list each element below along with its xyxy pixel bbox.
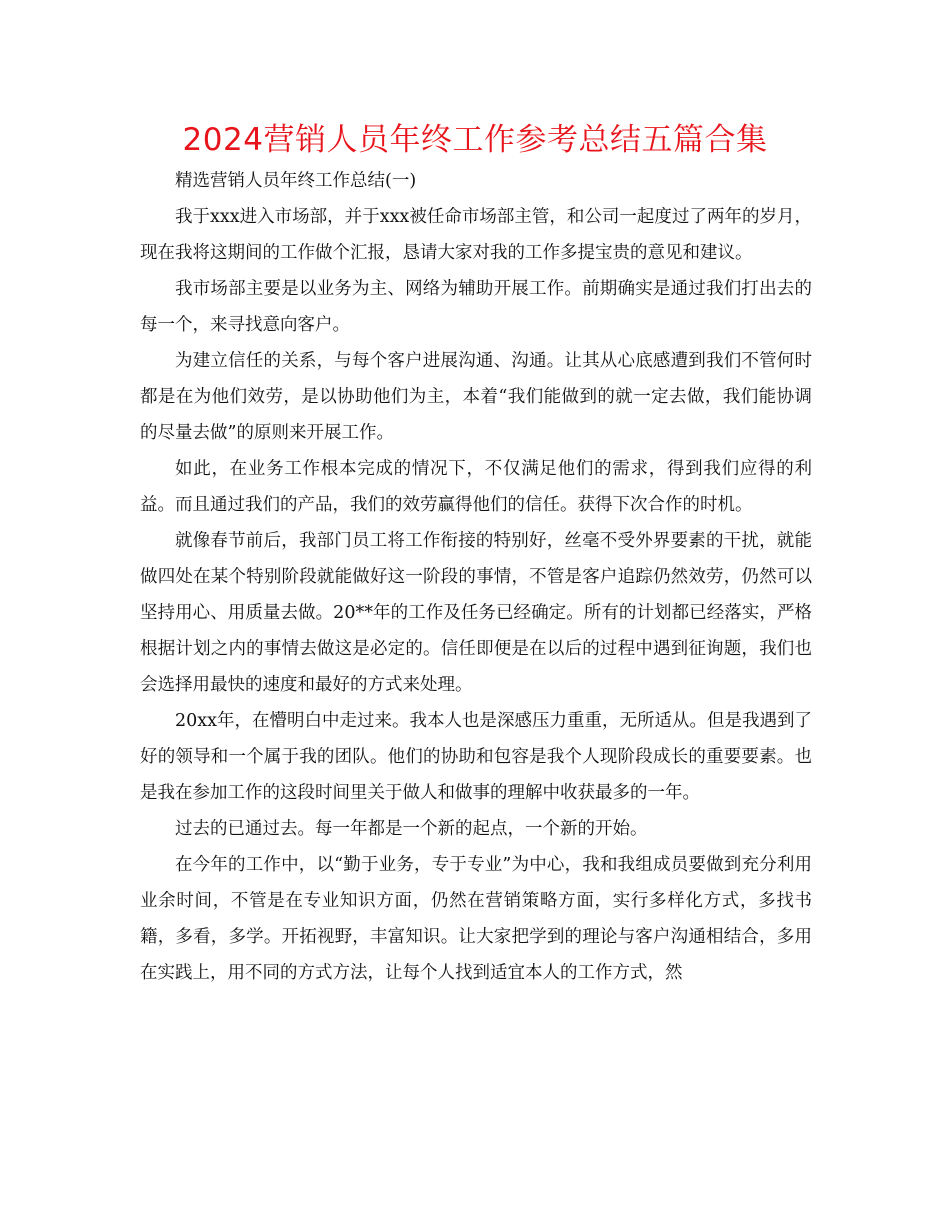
section-heading: 精选营销人员年终工作总结(一) (175, 171, 417, 191)
paragraph: 过去的已通过去。每一年都是一个新的起点，一个新的开始。 (175, 819, 648, 839)
paragraph: 在今年的工作中，以“勤于业务，专于专业”为中心，我和我组成员要做到充分利用业余时间，不管是在专业知识方面，仍然在营销策略方面，实行多样化方式，多找书籍，多看，多学。开拓视野，丰富知识。让大家把学到的理论与客户沟通相结合，多用在实践上，用不同的方式方法，让每个人找到适宜本人的工作方式，然 (140, 855, 812, 983)
paragraph: 就像春节前后，我部门员工将工作衔接的特别好，丝毫不受外界要素的干扰，就能做四处在某个特别阶段就能做好这一阶段的事情，不管是客户追踪仍然效劳，仍然可以坚持用心、用质量去做。20**年的工作及任务已经确定。所有的计划都已经落实，严格根据计划之内的事情去做这是必定的。信任即便是在以后的过程中遇到征询题，我们也会选择用最快的速度和最好的方式来处理。 (140, 531, 812, 695)
paragraph: 我市场部主要是以业务为主、网络为辅助开展工作。前期确实是通过我们打出去的每一个，来寻找意向客户。 (140, 279, 812, 335)
paragraph: 20xx年，在懵明白中走过来。我本人也是深感压力重重，无所适从。但是我遇到了好的领导和一个属于我的团队。他们的协助和包容是我个人现阶段成长的重要要素。也是我在参加工作的这段时间里关于做人和做事的理解中收获最多的一年。 (140, 711, 813, 803)
document-body (140, 163, 812, 991)
document-title: 2024营销人员年终工作参考总结五篇合集 (182, 122, 768, 158)
paragraph: 我于xxx进入市场部，并于xxx被任命市场部主管，和公司一起度过了两年的岁月，现在我将这期间的工作做个汇报，恳请大家对我的工作多提宝贵的意见和建议。 (140, 207, 812, 263)
paragraph: 如此，在业务工作根本完成的情况下，不仅满足他们的需求，得到我们应得的利益。而且通过我们的产品，我们的效劳赢得他们的信任。获得下次合作的时机。 (140, 459, 812, 515)
paragraph: 为建立信任的关系，与每个客户进展沟通、沟通。让其从心底感遭到我们不管何时都是在为他们效劳，是以协助他们为主，本着“我们能做到的就一定去做，我们能协调的尽量去做”的原则来开展工作。 (140, 351, 812, 443)
